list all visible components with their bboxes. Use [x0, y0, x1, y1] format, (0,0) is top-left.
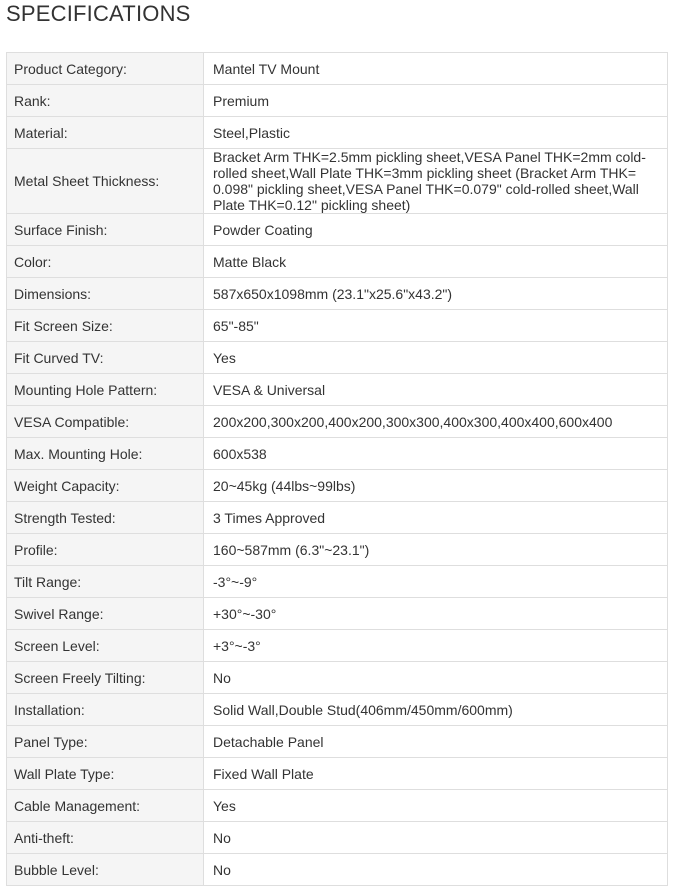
spec-value: Solid Wall,Double Stud(406mm/450mm/600mm) [204, 694, 668, 726]
spec-label: Dimensions: [7, 278, 204, 310]
spec-label: Max. Mounting Hole: [7, 438, 204, 470]
spec-value: -3°~-9° [204, 566, 668, 598]
spec-label: VESA Compatible: [7, 406, 204, 438]
table-row [7, 630, 668, 662]
spec-label: Surface Finish: [7, 214, 204, 246]
spec-value: 65"-85" [204, 310, 668, 342]
table-row [7, 598, 668, 630]
spec-value: VESA & Universal [204, 374, 668, 406]
spec-value: Matte Black [204, 246, 668, 278]
spec-value: Yes [204, 790, 668, 822]
table-row [7, 758, 668, 790]
table-row [7, 214, 668, 246]
table-row [7, 790, 668, 822]
spec-label: Metal Sheet Thickness: [7, 149, 204, 214]
table-row [7, 342, 668, 374]
table-row [7, 53, 668, 85]
spec-label: Fit Curved TV: [7, 342, 204, 374]
spec-value: Bracket Arm THK=2.5mm pickling sheet,VESA Panel THK=2mm cold-rolled sheet,Wall Plate THK=3mm pickling sheet (Bracket Arm THK= 0.098" pickling sheet,VESA Panel THK=0.079" cold-rolled sheet,Wall Plate THK=0.12" pickling sheet) [204, 149, 668, 214]
spec-label: Strength Tested: [7, 502, 204, 534]
spec-label: Cable Management: [7, 790, 204, 822]
spec-label: Rank: [7, 85, 204, 117]
table-row [7, 726, 668, 758]
table-row [7, 149, 668, 214]
spec-label: Profile: [7, 534, 204, 566]
spec-value: Premium [204, 85, 668, 117]
table-row [7, 374, 668, 406]
table-row [7, 278, 668, 310]
spec-value: +30°~-30° [204, 598, 668, 630]
spec-label: Screen Level: [7, 630, 204, 662]
table-row [7, 534, 668, 566]
spec-label: Color: [7, 246, 204, 278]
table-row [7, 566, 668, 598]
spec-label: Panel Type: [7, 726, 204, 758]
spec-label: Product Category: [7, 53, 204, 85]
spec-label: Anti-theft: [7, 822, 204, 854]
table-row [7, 117, 668, 149]
spec-label: Mounting Hole Pattern: [7, 374, 204, 406]
spec-value: Powder Coating [204, 214, 668, 246]
page-title: SPECIFICATIONS [6, 1, 191, 26]
table-row [7, 470, 668, 502]
spec-label: Fit Screen Size: [7, 310, 204, 342]
spec-value: 200x200,300x200,400x200,300x300,400x300,400x400,600x400 [204, 406, 668, 438]
spec-value: 600x538 [204, 438, 668, 470]
table-row [7, 822, 668, 854]
spec-label: Swivel Range: [7, 598, 204, 630]
table-row [7, 85, 668, 117]
spec-value: +3°~-3° [204, 630, 668, 662]
specifications-table [6, 52, 668, 886]
spec-value: Yes [204, 342, 668, 374]
spec-label: Screen Freely Tilting: [7, 662, 204, 694]
spec-label: Weight Capacity: [7, 470, 204, 502]
spec-value: Fixed Wall Plate [204, 758, 668, 790]
spec-value: 3 Times Approved [204, 502, 668, 534]
table-row [7, 406, 668, 438]
spec-value: Detachable Panel [204, 726, 668, 758]
table-row [7, 438, 668, 470]
spec-value: 160~587mm (6.3"~23.1") [204, 534, 668, 566]
spec-label: Material: [7, 117, 204, 149]
spec-label: Tilt Range: [7, 566, 204, 598]
spec-value: 587x650x1098mm (23.1"x25.6"x43.2") [204, 278, 668, 310]
spec-label: Bubble Level: [7, 854, 204, 886]
spec-value: No [204, 854, 668, 886]
table-row [7, 246, 668, 278]
table-row [7, 694, 668, 726]
spec-value: Mantel TV Mount [204, 53, 668, 85]
spec-value: 20~45kg (44lbs~99lbs) [204, 470, 668, 502]
table-row [7, 310, 668, 342]
spec-label: Wall Plate Type: [7, 758, 204, 790]
spec-value: Steel,Plastic [204, 117, 668, 149]
spec-label: Installation: [7, 694, 204, 726]
table-row [7, 662, 668, 694]
table-row [7, 502, 668, 534]
spec-value: No [204, 822, 668, 854]
table-row [7, 854, 668, 886]
spec-value: No [204, 662, 668, 694]
